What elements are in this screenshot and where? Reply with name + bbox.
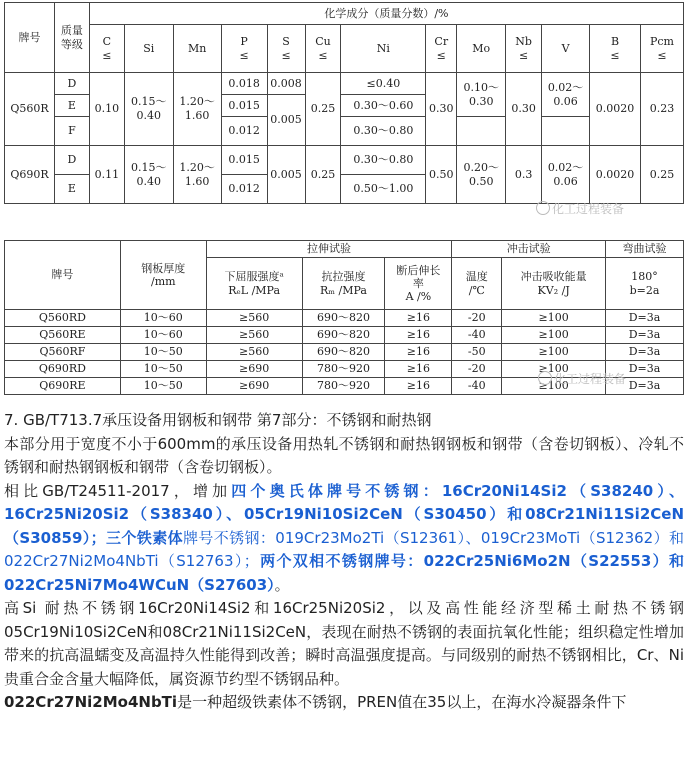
- cell-ts: 780～920: [302, 378, 385, 395]
- wechat-icon: [536, 201, 550, 215]
- cell-yield: ≥690: [206, 378, 302, 395]
- grade-header: 牌号: [5, 241, 121, 310]
- p-value: 0.015: [221, 95, 267, 117]
- s-value: 0.005: [267, 146, 305, 204]
- element-header: Mo: [457, 25, 506, 73]
- cell-el: ≥16: [385, 378, 452, 395]
- p-value: 0.015: [221, 146, 267, 175]
- element-header: Si: [124, 25, 173, 73]
- cell-grade: Q560RF: [5, 344, 121, 361]
- elongation-header: 断后伸长 率 A /%: [385, 258, 452, 310]
- cell-yield: ≥560: [206, 310, 302, 327]
- cell-kv: ≥100: [502, 361, 606, 378]
- mo-value: 0.20～ 0.50: [457, 146, 506, 204]
- cell-grade: Q560RE: [5, 327, 121, 344]
- ni-value: 0.30～0.60: [341, 95, 426, 117]
- element-header: Nb ≤: [506, 25, 542, 73]
- v-value: 0.02～ 0.06: [542, 73, 590, 117]
- cell-ts: 690～820: [302, 344, 385, 361]
- cell-ts: 690～820: [302, 327, 385, 344]
- quality-level: F: [54, 117, 89, 146]
- cell-kv: ≥100: [502, 378, 606, 395]
- article-body: [4, 409, 684, 715]
- mn-value: 1.20～ 1.60: [173, 73, 221, 146]
- nb-value: 0.30: [506, 73, 542, 146]
- pcm-value: 0.25: [640, 146, 683, 204]
- quality-level: E: [54, 95, 89, 117]
- cell-kv: ≥100: [502, 327, 606, 344]
- mo-blank: [457, 117, 506, 146]
- cell-bend: D=3a: [606, 327, 684, 344]
- section-heading: 7. GB/T713.7承压设备用钢板和钢带 第7部分：不锈钢和耐热钢: [4, 411, 432, 429]
- cell-grade: Q690RE: [5, 378, 121, 395]
- yield-header: 下屈服强度ᵃ RₑL /MPa: [206, 258, 302, 310]
- cell-el: ≥16: [385, 361, 452, 378]
- paragraph: 高Si 耐热不锈钢16Cr20Ni14Si2和16Cr25Ni20Si2，以及高性能经济型稀土耐热不锈钢05Cr19Ni10Si2CeN和08Cr21Ni11Si2CeN，表现在耐热不锈钢的表面抗氧化性能；组织稳定性增加带来的抗高温蠕变及高温持久性能得到改善；瞬时高温强度提高。与同级别的耐热不锈钢相比，Cr、Ni 贵重合金含量大幅降低，属资源节约型不锈钢品种。: [4, 599, 684, 688]
- cell-el: ≥16: [385, 327, 452, 344]
- cell-thick: 10～60: [120, 327, 206, 344]
- temp-header: 温度 /℃: [452, 258, 502, 310]
- element-header: P ≤: [221, 25, 267, 73]
- p-value: 0.012: [221, 175, 267, 204]
- quality-level: D: [54, 146, 89, 175]
- si-value: 0.15～ 0.40: [124, 73, 173, 146]
- cell-grade: Q560RD: [5, 310, 121, 327]
- element-header: Cr ≤: [426, 25, 457, 73]
- element-header: V: [542, 25, 590, 73]
- grade-header: 牌号: [5, 3, 55, 73]
- ni-value: 0.30～0.80: [341, 117, 426, 146]
- mn-value: 1.20～ 1.60: [173, 146, 221, 204]
- c-value: 0.10: [89, 73, 124, 146]
- b-value: 0.0020: [590, 146, 641, 204]
- watermark: 化工过程装备: [538, 370, 626, 387]
- cell-el: ≥16: [385, 310, 452, 327]
- cell-thick: 10～50: [120, 378, 206, 395]
- cell-bend: D=3a: [606, 344, 684, 361]
- cell-temp: -40: [452, 327, 502, 344]
- cell-temp: -20: [452, 361, 502, 378]
- wechat-icon: [538, 371, 552, 385]
- chemical-composition-table: [4, 2, 684, 204]
- element-header: Cu ≤: [305, 25, 341, 73]
- element-header: Mn: [173, 25, 221, 73]
- cell-ts: 690～820: [302, 310, 385, 327]
- tensile-header: 拉伸试验: [206, 241, 452, 258]
- table-row: [5, 344, 684, 361]
- cell-kv: ≥100: [502, 344, 606, 361]
- cell-yield: ≥690: [206, 361, 302, 378]
- cr-value: 0.30: [426, 73, 457, 146]
- cell-temp: -20: [452, 310, 502, 327]
- ni-value: ≤0.40: [341, 73, 426, 95]
- grade-q560r: Q560R: [5, 73, 55, 146]
- cell-bend: D=3a: [606, 310, 684, 327]
- table-row: [5, 310, 684, 327]
- cell-bend: D=3a: [606, 361, 684, 378]
- p-value: 0.012: [221, 117, 267, 146]
- watermark: 化工过程装备: [536, 200, 624, 217]
- v-blank: [542, 117, 590, 146]
- cell-el: ≥16: [385, 344, 452, 361]
- cell-thick: 10～50: [120, 344, 206, 361]
- element-header: B ≤: [590, 25, 641, 73]
- element-header: S ≤: [267, 25, 305, 73]
- bend-spec-header: 180° b=2a: [606, 258, 684, 310]
- cell-thick: 10～60: [120, 310, 206, 327]
- cell-ts: 780～920: [302, 361, 385, 378]
- element-header: C ≤: [89, 25, 124, 73]
- grade-q690r: Q690R: [5, 146, 55, 204]
- ni-value: 0.50～1.00: [341, 175, 426, 204]
- chem-title: 化学成分（质量分数）/%: [89, 3, 683, 25]
- cell-temp: -50: [452, 344, 502, 361]
- nb-value: 0.3: [506, 146, 542, 204]
- cell-bend: D=3a: [606, 378, 684, 395]
- cell-grade: Q690RD: [5, 361, 121, 378]
- si-value: 0.15～ 0.40: [124, 146, 173, 204]
- element-header: Ni: [341, 25, 426, 73]
- paragraph: 相比GB/T24511-2017，增加四个奥氏体牌号不锈钢：16Cr20Ni14Si2（S38240）、16Cr25Ni20Si2（S38340）、05Cr19Ni10Si2CeN（S30450）和08Cr21Ni11Si2CeN（S30859）；三个铁素体牌号不锈钢：019Cr23Mo2Ti（S12361）、019Cr23MoTi（S12362）和022Cr27Ni2Mo4NbTi（S12763）；两个双相不锈钢牌号：022Cr25Ni6Mo2N（S22553）和022Cr25Ni7Mo4WCuN（S27603）。: [4, 481, 684, 594]
- paragraph: 022Cr27Ni2Mo4NbTi是一种超级铁素体不锈钢，PREN值在35以上，在海水冷凝器条件下: [4, 693, 627, 711]
- quality-level: E: [54, 175, 89, 204]
- cu-value: 0.25: [305, 73, 341, 146]
- paragraph: 本部分用于宽度不小于600mm的承压设备用热轧不锈钢和耐热钢钢板和钢带（含卷切钢板）、冷轧不锈钢和耐热钢钢板和钢带（含卷切钢板）。: [4, 434, 684, 476]
- p-value: 0.018: [221, 73, 267, 95]
- mo-value: 0.10～ 0.30: [457, 73, 506, 117]
- cell-thick: 10～50: [120, 361, 206, 378]
- ni-value: 0.30～0.80: [341, 146, 426, 175]
- impact-header: 冲击试验: [452, 241, 606, 258]
- cr-value: 0.50: [426, 146, 457, 204]
- b-value: 0.0020: [590, 73, 641, 146]
- tensile-strength-header: 抗拉强度 Rₘ /MPa: [302, 258, 385, 310]
- energy-header: 冲击吸收能量 KV₂ /J: [502, 258, 606, 310]
- s-value: 0.005: [267, 95, 305, 146]
- cell-kv: ≥100: [502, 310, 606, 327]
- bend-header: 弯曲试验: [606, 241, 684, 258]
- quality-header: 质量 等级: [54, 3, 89, 73]
- quality-level: D: [54, 73, 89, 95]
- pcm-value: 0.23: [640, 73, 683, 146]
- table-row: [5, 327, 684, 344]
- cell-yield: ≥560: [206, 327, 302, 344]
- cell-yield: ≥560: [206, 344, 302, 361]
- thickness-header: 钢板厚度 /mm: [120, 241, 206, 310]
- cu-value: 0.25: [305, 146, 341, 204]
- v-value: 0.02～ 0.06: [542, 146, 590, 204]
- c-value: 0.11: [89, 146, 124, 204]
- s-value: 0.008: [267, 73, 305, 95]
- element-header: Pcm ≤: [640, 25, 683, 73]
- cell-temp: -40: [452, 378, 502, 395]
